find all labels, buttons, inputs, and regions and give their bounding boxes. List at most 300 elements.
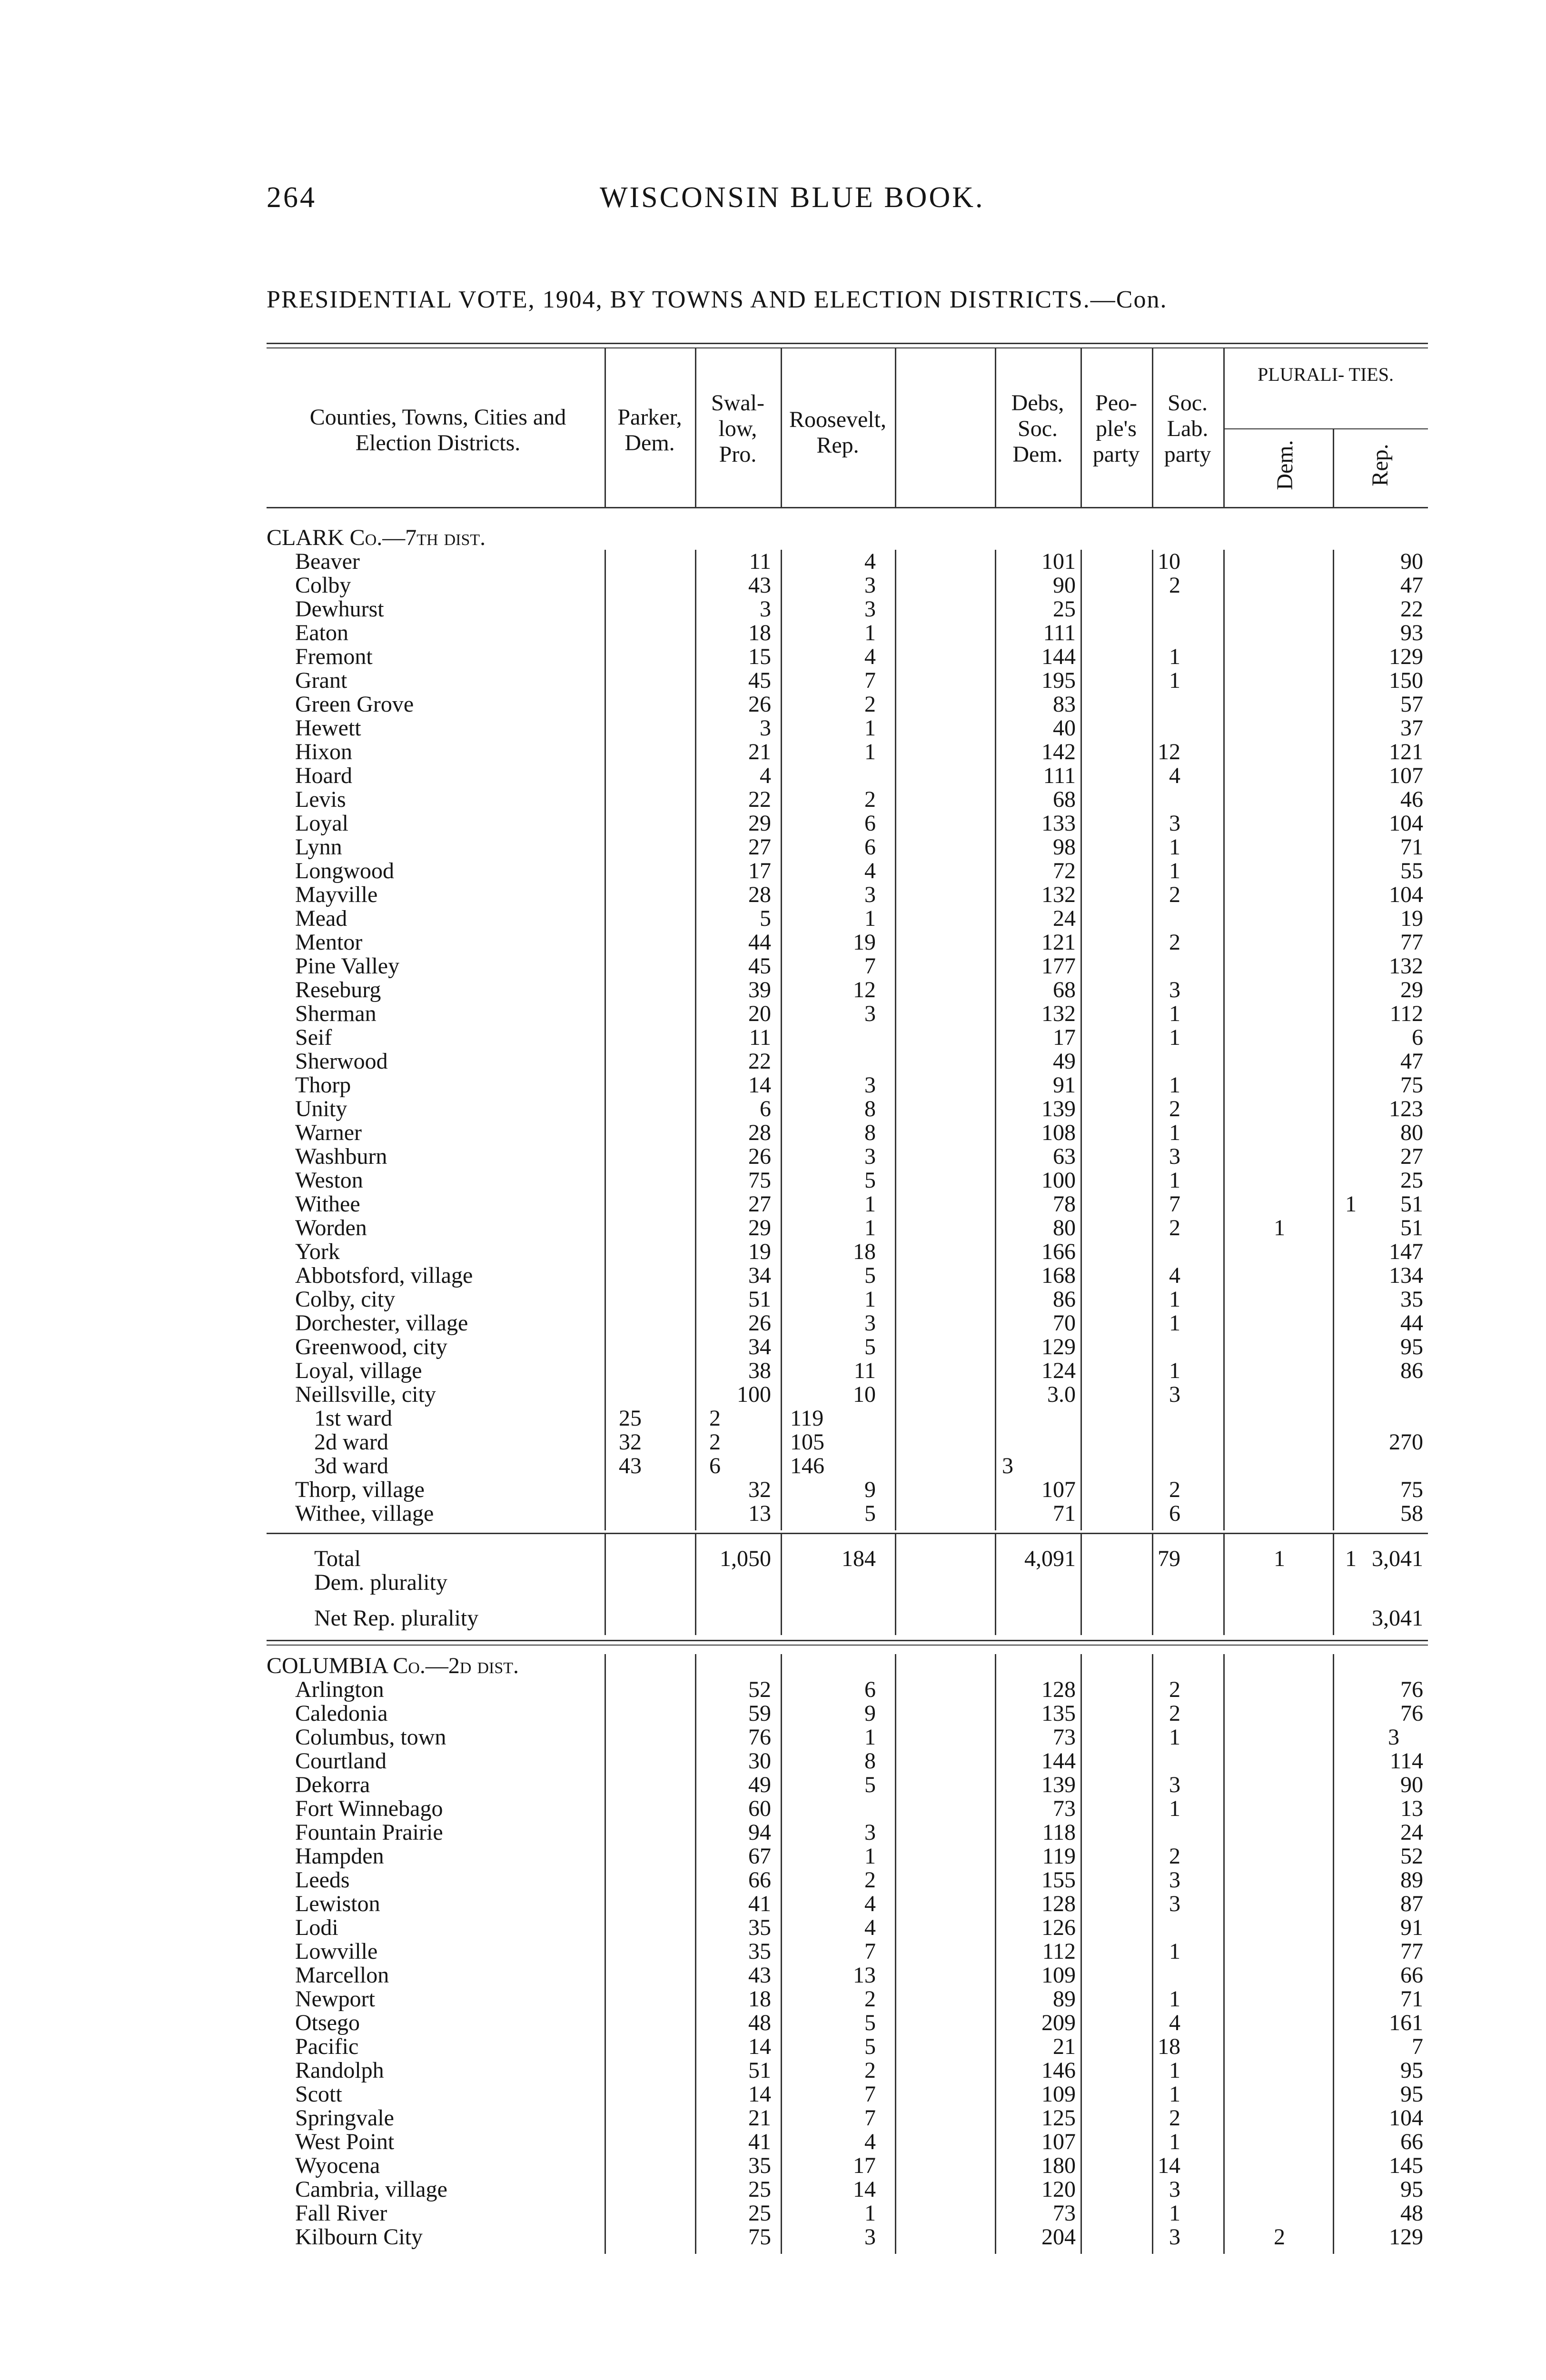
cell-rep: 27	[1400, 1144, 1423, 1169]
town-name: Newport	[295, 1987, 375, 2011]
cell-rep: 95	[1400, 2082, 1423, 2107]
total-rep: 3,041	[1372, 1546, 1423, 1571]
col-header-dem: Dem.	[1272, 440, 1298, 490]
total-label: Total	[314, 1547, 361, 1571]
town-name: Green Grove	[295, 693, 414, 716]
cell-rep: 66	[1400, 1963, 1423, 1988]
cell-debs: 4	[1169, 763, 1180, 788]
cell-rep: 150	[1389, 668, 1423, 693]
cell-debs: 2	[1169, 930, 1180, 955]
col-sep	[995, 347, 996, 507]
cell-swallow: 1	[864, 620, 876, 645]
col-header-roosevelt: Roosevelt, Rep.	[789, 407, 886, 458]
cell-roosevelt: 155	[1041, 1867, 1076, 1893]
table-row	[267, 669, 1428, 693]
cell-parker: 18	[748, 620, 771, 645]
cell-roosevelt: 86	[1053, 1287, 1076, 1312]
cell-swallow: 7	[864, 2082, 876, 2107]
cell-parker: 43	[748, 573, 771, 598]
cell-roosevelt: 71	[1053, 1501, 1076, 1526]
town-name: Hoard	[295, 764, 352, 788]
cell-debs: 1	[1169, 2129, 1180, 2154]
cell-rep: 145	[1389, 2153, 1423, 2178]
ward-row	[267, 1407, 1428, 1430]
cell-debs: 1	[1169, 1072, 1180, 1098]
cell-rep: 129	[1389, 644, 1423, 669]
col-sep	[695, 550, 696, 1530]
cell-debs: 3	[1169, 2224, 1180, 2250]
cell-roosevelt: 68	[1053, 787, 1076, 812]
cell-debs: 3	[1169, 1144, 1180, 1169]
cell-debs: 2	[1169, 882, 1180, 907]
cell-debs: 1	[1169, 1287, 1180, 1312]
cell-roosevelt: 121	[1041, 930, 1076, 955]
cell-roosevelt: 68	[1053, 977, 1076, 1002]
cell-roosevelt: 119	[1042, 1844, 1076, 1869]
cell-swallow: 3	[864, 1144, 876, 1169]
cell-rep: 161	[1389, 2010, 1423, 2035]
county-row	[267, 526, 1428, 550]
town-name: Neillsville, city	[295, 1383, 436, 1407]
cell-roosevelt: 128	[1041, 1891, 1076, 1916]
table-row	[267, 1702, 1428, 1726]
cell-parker: 45	[748, 668, 771, 693]
table-row	[267, 2225, 1428, 2249]
cell-parker: 48	[748, 2010, 771, 2035]
table-row	[267, 1987, 1428, 2011]
table-row	[267, 1916, 1428, 1940]
cell-swallow: 1	[864, 739, 876, 764]
cell-swallow: 2	[864, 1986, 876, 2012]
col-sep	[605, 550, 606, 1530]
cell-rep: 47	[1400, 1049, 1423, 1074]
cell-dem: 3	[1388, 1725, 1399, 1750]
col-header-soclab: Soc. Lab. party	[1164, 390, 1211, 467]
cell-roosevelt: 105	[790, 1429, 824, 1455]
town-name: Marcellon	[295, 1964, 389, 1987]
cell-parker: 6	[760, 1096, 771, 1121]
cell-roosevelt: 78	[1053, 1191, 1076, 1217]
col-sep	[1223, 347, 1225, 507]
cell-swallow: 10	[853, 1382, 876, 1407]
cell-debs: 2	[1169, 1701, 1180, 1726]
cell-swallow: 8	[864, 1120, 876, 1145]
cell-rep: 90	[1400, 1772, 1423, 1797]
cell-roosevelt: 49	[1053, 1049, 1076, 1074]
table-row	[267, 2035, 1428, 2059]
cell-roosevelt: 129	[1041, 1334, 1076, 1359]
table-row	[267, 1749, 1428, 1773]
col-sep	[895, 550, 896, 1530]
cell-rep: 104	[1389, 2105, 1423, 2131]
cell-rep: 114	[1389, 1748, 1423, 1774]
town-name: Mead	[295, 907, 347, 931]
cell-swallow: 1	[864, 1287, 876, 1312]
town-name: Mentor	[295, 931, 363, 954]
cell-rep: 147	[1389, 1239, 1423, 1264]
cell-swallow: 7	[864, 1939, 876, 1964]
table-row	[267, 1240, 1428, 1264]
cell-rep: 24	[1400, 1820, 1423, 1845]
total-swallow: 184	[842, 1546, 876, 1571]
cell-rep: 48	[1400, 2201, 1423, 2226]
cell-roosevelt: 144	[1041, 1748, 1076, 1774]
town-name: Scott	[295, 2082, 342, 2106]
cell-swallow: 1	[864, 2201, 876, 2226]
cell-swallow: 2	[864, 787, 876, 812]
cell-debs: 3	[1169, 1382, 1180, 1407]
town-name: Columbus, town	[295, 1726, 446, 1749]
cell-parker: 28	[748, 882, 771, 907]
table-row	[267, 1050, 1428, 1073]
cell-debs: 1	[1169, 1001, 1180, 1026]
vote-table	[267, 343, 1428, 2342]
cell-parker: 75	[748, 2224, 771, 2250]
cell-rep: 86	[1400, 1358, 1423, 1383]
town-name: Fall River	[295, 2202, 387, 2225]
cell-swallow: 5	[864, 1772, 876, 1797]
town-name: Hixon	[295, 740, 352, 764]
cell-roosevelt: 195	[1041, 668, 1076, 693]
town-name: Lodi	[295, 1916, 338, 1940]
town-name: Randolph	[295, 2059, 384, 2082]
cell-debs: 2	[1169, 573, 1180, 598]
cell-parker: 22	[748, 1049, 771, 1074]
cell-rep: 77	[1400, 1939, 1423, 1964]
cell-roosevelt: 111	[1043, 620, 1076, 645]
col-sep	[1333, 550, 1334, 1530]
cell-roosevelt: 98	[1053, 834, 1076, 860]
cell-swallow: 1	[864, 906, 876, 931]
col-sep	[1152, 347, 1153, 507]
col-sep	[1333, 1654, 1334, 2254]
cell-rep: 57	[1400, 692, 1423, 717]
cell-parker: 13	[748, 1501, 771, 1526]
cell-debs: 2	[1169, 1096, 1180, 1121]
cell-debs: 1	[1169, 644, 1180, 669]
cell-roosevelt: 108	[1041, 1120, 1076, 1145]
cell-swallow: 3	[864, 573, 876, 598]
town-name: Greenwood, city	[295, 1335, 447, 1359]
table-row	[267, 931, 1428, 954]
table-row	[267, 1288, 1428, 1311]
table-row	[267, 574, 1428, 597]
cell-swallow: 2	[864, 1867, 876, 1893]
town-name: Fremont	[295, 645, 373, 669]
town-name: Lynn	[295, 835, 342, 859]
cell-roosevelt: 72	[1053, 858, 1076, 883]
cell-swallow: 5	[864, 2010, 876, 2035]
col-header-pluralities: PLURALI- TIES.	[1258, 364, 1394, 385]
cell-debs: 18	[1158, 2034, 1180, 2059]
cell-roosevelt: 120	[1041, 2177, 1076, 2202]
cell-swallow: 6	[864, 811, 876, 836]
cell-roosevelt: 73	[1053, 1725, 1076, 1750]
cell-roosevelt: 142	[1041, 739, 1076, 764]
cell-parker: 59	[748, 1701, 771, 1726]
cell-parker: 66	[748, 1867, 771, 1893]
cell-swallow: 6	[864, 1677, 876, 1702]
table-row	[267, 1169, 1428, 1192]
table-row	[267, 1868, 1428, 1892]
cell-debs: 10	[1158, 549, 1180, 574]
cell-parker: 41	[748, 1891, 771, 1916]
cell-rep: 75	[1400, 1477, 1423, 1502]
cell-parker: 32	[748, 1477, 771, 1502]
cell-rep: 6	[1412, 1025, 1423, 1050]
cell-swallow: 2	[864, 2058, 876, 2083]
table-row	[267, 645, 1428, 669]
cell-roosevelt: 128	[1041, 1677, 1076, 1702]
cell-parker: 43	[748, 1963, 771, 1988]
table-row	[267, 1359, 1428, 1383]
rule	[267, 1645, 1428, 1646]
table-row	[267, 597, 1428, 621]
town-name: Thorp, village	[295, 1478, 425, 1502]
cell-debs: 14	[1158, 2153, 1180, 2178]
cell-parker: 26	[748, 1310, 771, 1336]
town-name: Arlington	[295, 1678, 384, 1702]
town-name: Pine Valley	[295, 954, 400, 978]
rule-header-bottom	[267, 507, 1428, 508]
cell-debs: 3	[1169, 811, 1180, 836]
cell-parker: 32	[619, 1429, 642, 1455]
cell-roosevelt: 109	[1041, 2082, 1076, 2107]
cell-rep: 52	[1400, 1844, 1423, 1869]
cell-soclab: 1	[1345, 1191, 1357, 1217]
county-title-columbia: COLUMBIA Co.—2d dist.	[267, 1653, 519, 1678]
col-sep	[781, 550, 782, 1530]
cell-swallow: 6	[709, 1453, 721, 1478]
cell-swallow: 5	[864, 1168, 876, 1193]
cell-swallow: 3	[864, 1001, 876, 1026]
cell-swallow: 7	[864, 2105, 876, 2131]
col-sep	[695, 347, 696, 507]
cell-rep: 95	[1400, 1334, 1423, 1359]
cell-swallow: 2	[864, 692, 876, 717]
cell-debs: 7	[1169, 1191, 1180, 1217]
total-parker: 1,050	[720, 1546, 771, 1571]
town-name: Hampden	[295, 1844, 384, 1868]
col-sep	[1080, 347, 1082, 507]
cell-parker: 60	[748, 1796, 771, 1821]
cell-roosevelt: 209	[1041, 2010, 1076, 2035]
cell-swallow: 13	[853, 1963, 876, 1988]
town-name: Levis	[295, 788, 346, 812]
cell-debs: 1	[1169, 1168, 1180, 1193]
cell-swallow: 3	[864, 1072, 876, 1098]
cell-rep: 44	[1400, 1310, 1423, 1336]
rule-top	[267, 343, 1428, 344]
cell-debs: 3	[1169, 1867, 1180, 1893]
cell-parker: 14	[748, 1072, 771, 1098]
cell-roosevelt: 126	[1041, 1915, 1076, 1940]
cell-rep: 90	[1400, 549, 1423, 574]
cell-parker: 26	[748, 1144, 771, 1169]
cell-parker: 27	[748, 834, 771, 860]
cell-roosevelt: 24	[1053, 906, 1076, 931]
table-row	[267, 1026, 1428, 1050]
col-sep	[1223, 1533, 1225, 1635]
cell-rep: 95	[1400, 2058, 1423, 2083]
cell-parker: 38	[748, 1358, 771, 1383]
cell-swallow: 7	[864, 953, 876, 979]
table-row	[267, 2106, 1428, 2130]
cell-roosevelt: 132	[1041, 1001, 1076, 1026]
table-row	[267, 1383, 1428, 1407]
table-row	[267, 2202, 1428, 2225]
town-name: Hewett	[295, 716, 361, 740]
rule	[267, 1533, 1428, 1534]
cell-roosevelt: 111	[1043, 763, 1076, 788]
table-row	[267, 1964, 1428, 1987]
table-row	[267, 835, 1428, 859]
col-sep	[1333, 1533, 1334, 1635]
cell-swallow: 5	[864, 1334, 876, 1359]
town-name: Abbotsford, village	[295, 1264, 473, 1288]
cell-debs: 1	[1169, 858, 1180, 883]
cell-rep: 35	[1400, 1287, 1423, 1312]
cell-rep: 129	[1389, 2224, 1423, 2250]
table-row	[267, 812, 1428, 835]
town-name: Fountain Prairie	[295, 1821, 443, 1844]
cell-debs: 1	[1169, 1986, 1180, 2012]
cell-debs: 3	[1169, 1772, 1180, 1797]
cell-parker: 52	[748, 1677, 771, 1702]
cell-peoples: 1	[1274, 1215, 1285, 1240]
cell-roosevelt: 73	[1053, 2201, 1076, 2226]
cell-rep: 76	[1400, 1701, 1423, 1726]
cell-swallow: 6	[864, 834, 876, 860]
cell-swallow: 1	[864, 715, 876, 741]
cell-parker: 76	[748, 1725, 771, 1750]
table-title: PRESIDENTIAL VOTE, 1904, BY TOWNS AND ELECTION DISTRICTS.—Con.	[267, 286, 1168, 313]
cell-swallow: 18	[853, 1239, 876, 1264]
rule-top-2	[267, 347, 1428, 348]
cell-roosevelt: 139	[1041, 1096, 1076, 1121]
cell-swallow: 1	[864, 1215, 876, 1240]
town-name: Pacific	[295, 2035, 359, 2059]
cell-rep: 37	[1400, 715, 1423, 741]
cell-parker: 11	[749, 1025, 771, 1050]
cell-swallow: 3	[864, 1310, 876, 1336]
ward-name: 2d ward	[314, 1430, 388, 1454]
table-row	[267, 1678, 1428, 1702]
cell-rep: 47	[1400, 573, 1423, 598]
cell-parker: 21	[748, 2105, 771, 2131]
cell-rep: 270	[1389, 1429, 1423, 1455]
town-name: Dekorra	[295, 1773, 370, 1797]
cell-swallow: 1	[864, 1725, 876, 1750]
cell-roosevelt: 125	[1041, 2105, 1076, 2131]
cell-debs: 1	[1169, 668, 1180, 693]
col-sep	[605, 347, 606, 507]
table-row	[267, 2011, 1428, 2035]
col-sep	[895, 347, 896, 507]
table-row	[267, 2082, 1428, 2106]
col-sep	[1152, 550, 1153, 1530]
cell-parker: 35	[748, 2153, 771, 2178]
table-row	[267, 693, 1428, 716]
cell-swallow: 5	[864, 2034, 876, 2059]
cell-debs: 4	[1169, 2010, 1180, 2035]
town-name: Lewiston	[295, 1892, 380, 1916]
cell-parker: 19	[748, 1239, 771, 1264]
cell-swallow: 5	[864, 1501, 876, 1526]
cell-roosevelt: 40	[1053, 715, 1076, 741]
cell-swallow: 4	[864, 644, 876, 669]
town-name: Dewhurst	[295, 597, 384, 621]
table-row	[267, 550, 1428, 574]
cell-rep: 19	[1400, 906, 1423, 931]
col-header-peoples: Peo- ple's party	[1092, 390, 1140, 467]
cell-parker: 20	[748, 1001, 771, 1026]
table-row	[267, 954, 1428, 978]
cell-roosevelt: 21	[1053, 2034, 1076, 2059]
total-roosevelt: 4,091	[1024, 1546, 1076, 1571]
col-header-towns: Counties, Towns, Cities and Election Districts.	[309, 405, 566, 456]
cell-debs: 1	[1169, 2058, 1180, 2083]
town-name: Longwood	[295, 859, 394, 883]
cell-rep: 55	[1400, 858, 1423, 883]
book-title: WISCONSIN BLUE BOOK.	[600, 181, 985, 214]
town-name: Sherwood	[295, 1050, 388, 1073]
cell-debs: 1	[1169, 1310, 1180, 1336]
town-name: Dorchester, village	[295, 1311, 468, 1335]
cell-roosevelt: 3.0	[1047, 1382, 1076, 1407]
cell-rep: 58	[1400, 1501, 1423, 1526]
cell-swallow: 4	[864, 2129, 876, 2154]
table-row	[267, 1121, 1428, 1145]
cell-rep: 76	[1400, 1677, 1423, 1702]
table-row	[267, 1073, 1428, 1097]
cell-rep: 121	[1389, 739, 1423, 764]
table-row	[267, 1311, 1428, 1335]
cell-parker: 35	[748, 1939, 771, 1964]
cell-roosevelt: 101	[1041, 549, 1076, 574]
dem-plurality-label: Dem. plurality	[314, 1571, 447, 1595]
table-row	[267, 1145, 1428, 1169]
cell-roosevelt: 168	[1041, 1263, 1076, 1288]
col-sep	[1333, 428, 1334, 507]
cell-swallow: 3	[864, 882, 876, 907]
town-name: Withee	[295, 1192, 360, 1216]
town-name: Withee, village	[295, 1502, 434, 1526]
cell-roosevelt: 107	[1041, 1477, 1076, 1502]
town-name: Lowville	[295, 1940, 378, 1964]
cell-rep: 77	[1400, 930, 1423, 955]
cell-debs: 2	[1169, 1477, 1180, 1502]
cell-roosevelt: 80	[1053, 1215, 1076, 1240]
table-row	[267, 621, 1428, 645]
cell-rep: 89	[1400, 1867, 1423, 1893]
town-name: Washburn	[295, 1145, 387, 1169]
cell-debs: 1	[1169, 1796, 1180, 1821]
table-row	[267, 1726, 1428, 1749]
table-row	[267, 1892, 1428, 1916]
cell-rep: 71	[1400, 1986, 1423, 2012]
table-row	[267, 2059, 1428, 2082]
table-row	[267, 1192, 1428, 1216]
cell-rep: 75	[1400, 1072, 1423, 1098]
cell-parker: 43	[619, 1453, 642, 1478]
town-name: Loyal, village	[295, 1359, 422, 1383]
table-row	[267, 764, 1428, 788]
cell-roosevelt: 100	[1041, 1168, 1076, 1193]
cell-rep: 87	[1400, 1891, 1423, 1916]
town-name: Warner	[295, 1121, 362, 1145]
col-sep	[695, 1533, 696, 1635]
